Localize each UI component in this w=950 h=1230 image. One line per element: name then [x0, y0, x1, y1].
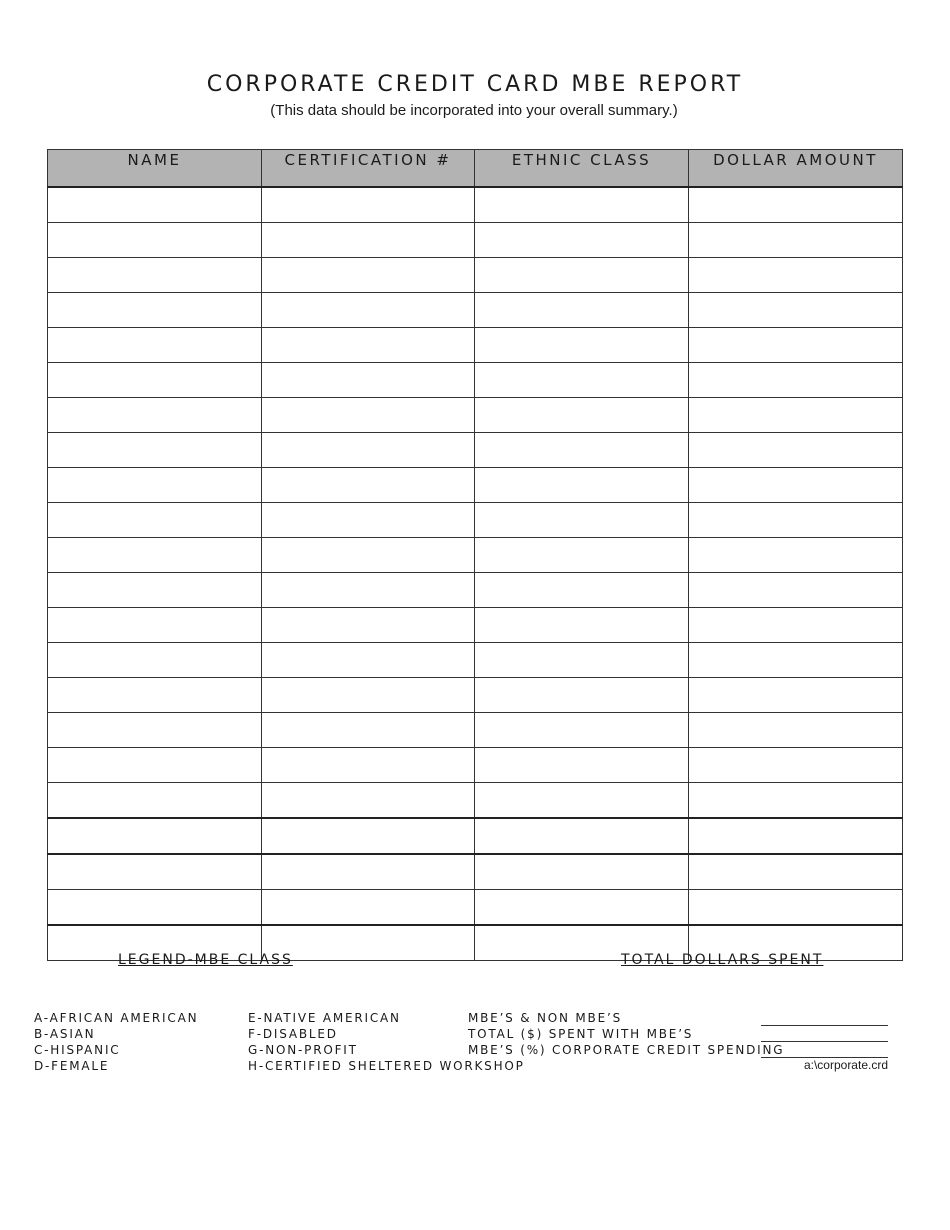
ethnic-class-cell[interactable] [475, 678, 689, 713]
table-row [48, 818, 903, 854]
legend-item: C-HISPANIC [34, 1043, 121, 1057]
certification-cell[interactable] [262, 925, 475, 961]
certification-cell[interactable] [262, 818, 475, 854]
table-body [48, 187, 903, 961]
ethnic-class-cell[interactable] [475, 433, 689, 468]
ethnic-class-cell[interactable] [475, 713, 689, 748]
table-row [48, 678, 903, 713]
table-row [48, 538, 903, 573]
name-cell[interactable] [48, 573, 262, 608]
certification-cell[interactable] [262, 678, 475, 713]
dollar-amount-cell[interactable] [689, 468, 903, 503]
dollar-amount-cell[interactable] [689, 854, 903, 890]
mbe-spend-fill-line[interactable] [761, 1041, 888, 1042]
ethnic-class-cell[interactable] [475, 223, 689, 258]
dollar-amount-cell[interactable] [689, 293, 903, 328]
ethnic-class-cell[interactable] [475, 503, 689, 538]
certification-cell[interactable] [262, 890, 475, 926]
certification-cell[interactable] [262, 363, 475, 398]
table-row [48, 328, 903, 363]
ethnic-class-cell[interactable] [475, 854, 689, 890]
dollar-amount-cell[interactable] [689, 433, 903, 468]
ethnic-class-cell[interactable] [475, 328, 689, 363]
ethnic-class-cell[interactable] [475, 468, 689, 503]
name-cell[interactable] [48, 643, 262, 678]
certification-cell[interactable] [262, 187, 475, 223]
legend-item: F-DISABLED [248, 1027, 338, 1041]
dollar-amount-cell[interactable] [689, 258, 903, 293]
table-row [48, 713, 903, 748]
table-row [48, 854, 903, 890]
name-cell[interactable] [48, 538, 262, 573]
dollar-amount-cell[interactable] [689, 503, 903, 538]
legend-item: D-FEMALE [34, 1059, 110, 1073]
ethnic-class-cell[interactable] [475, 363, 689, 398]
column-header-certification: CERTIFICATION # [262, 150, 475, 188]
name-cell[interactable] [48, 328, 262, 363]
ethnic-class-cell[interactable] [475, 818, 689, 854]
name-cell[interactable] [48, 748, 262, 783]
name-cell[interactable] [48, 433, 262, 468]
table-row [48, 363, 903, 398]
dollar-amount-cell[interactable] [689, 187, 903, 223]
table-row [48, 223, 903, 258]
name-cell[interactable] [48, 258, 262, 293]
mbe-table [47, 149, 903, 961]
total-dollars-heading: TOTAL DOLLARS SPENT [621, 952, 824, 968]
ethnic-class-cell[interactable] [475, 398, 689, 433]
dollar-amount-cell[interactable] [689, 398, 903, 433]
ethnic-class-cell[interactable] [475, 258, 689, 293]
column-header-dollar-amount: DOLLAR AMOUNT [689, 150, 903, 188]
table-header-row [48, 150, 903, 188]
all-spend-fill-line[interactable] [761, 1025, 888, 1026]
table-row [48, 293, 903, 328]
column-header-ethnic-class: ETHNIC CLASS [475, 150, 689, 188]
certification-cell[interactable] [262, 573, 475, 608]
dollar-amount-cell[interactable] [689, 223, 903, 258]
dollar-amount-cell[interactable] [689, 643, 903, 678]
certification-cell[interactable] [262, 713, 475, 748]
dollar-amount-cell[interactable] [689, 573, 903, 608]
certification-cell[interactable] [262, 223, 475, 258]
certification-cell[interactable] [262, 783, 475, 819]
name-cell[interactable] [48, 223, 262, 258]
legend-item: A-AFRICAN AMERICAN [34, 1011, 199, 1025]
name-cell[interactable] [48, 468, 262, 503]
ethnic-class-cell[interactable] [475, 608, 689, 643]
dollar-amount-cell[interactable] [689, 783, 903, 819]
certification-cell[interactable] [262, 854, 475, 890]
name-cell[interactable] [48, 890, 262, 926]
totals-labels [468, 1010, 784, 1058]
name-cell[interactable] [48, 854, 262, 890]
dollar-amount-cell[interactable] [689, 678, 903, 713]
name-cell[interactable] [48, 503, 262, 538]
name-cell[interactable] [48, 293, 262, 328]
totals-label-all-spend: MBE’S & NON MBE’S [468, 1011, 622, 1025]
dollar-amount-cell[interactable] [689, 363, 903, 398]
table-row [48, 398, 903, 433]
ethnic-class-cell[interactable] [475, 293, 689, 328]
file-reference: a:\corporate.crd [803, 1058, 888, 1072]
dollar-amount-cell[interactable] [689, 748, 903, 783]
certification-cell[interactable] [262, 328, 475, 363]
name-cell[interactable] [48, 713, 262, 748]
totals-label-mbe-spend: TOTAL ($) SPENT WITH MBE’S [468, 1027, 694, 1041]
ethnic-class-cell[interactable] [475, 538, 689, 573]
table-row [48, 608, 903, 643]
table-row [48, 573, 903, 608]
ethnic-class-cell[interactable] [475, 748, 689, 783]
name-cell[interactable] [48, 608, 262, 643]
legend-column-1 [34, 1010, 198, 1074]
name-cell[interactable] [48, 187, 262, 223]
name-cell[interactable] [48, 678, 262, 713]
certification-cell[interactable] [262, 748, 475, 783]
table-row [48, 643, 903, 678]
name-cell[interactable] [48, 783, 262, 819]
dollar-amount-cell[interactable] [689, 538, 903, 573]
report-title: CORPORATE CREDIT CARD MBE REPORT [206, 72, 744, 97]
ethnic-class-cell[interactable] [475, 187, 689, 223]
report-subtitle: (This data should be incorporated into your overall summary.) [270, 102, 678, 119]
certification-cell[interactable] [262, 468, 475, 503]
ethnic-class-cell[interactable] [475, 890, 689, 926]
certification-cell[interactable] [262, 538, 475, 573]
certification-cell[interactable] [262, 398, 475, 433]
table-row [48, 890, 903, 926]
certification-cell[interactable] [262, 643, 475, 678]
dollar-amount-cell[interactable] [689, 818, 903, 854]
table-row [48, 433, 903, 468]
legend-item: H-CERTIFIED SHELTERED WORKSHOP [248, 1059, 525, 1073]
table-row [48, 187, 903, 223]
name-cell[interactable] [48, 363, 262, 398]
name-cell[interactable] [48, 398, 262, 433]
dollar-amount-cell[interactable] [689, 890, 903, 926]
legend-item: G-NON-PROFIT [248, 1043, 358, 1057]
table-row [48, 468, 903, 503]
ethnic-class-cell[interactable] [475, 783, 689, 819]
column-header-name: NAME [48, 150, 262, 188]
table-row [48, 748, 903, 783]
legend-heading: LEGEND-MBE CLASS [118, 952, 293, 968]
ethnic-class-cell[interactable] [475, 573, 689, 608]
dollar-amount-cell[interactable] [689, 328, 903, 363]
legend-item: B-ASIAN [34, 1027, 96, 1041]
table-row [48, 258, 903, 293]
certification-cell[interactable] [262, 608, 475, 643]
table-row [48, 503, 903, 538]
certification-cell[interactable] [262, 258, 475, 293]
ethnic-class-cell[interactable] [475, 643, 689, 678]
certification-cell[interactable] [262, 293, 475, 328]
dollar-amount-cell[interactable] [689, 713, 903, 748]
certification-cell[interactable] [262, 503, 475, 538]
totals-label-mbe-percent: MBE’S (%) CORPORATE CREDIT SPENDING [468, 1043, 785, 1057]
table-row [48, 783, 903, 819]
dollar-amount-cell[interactable] [689, 608, 903, 643]
name-cell[interactable] [48, 818, 262, 854]
certification-cell[interactable] [262, 433, 475, 468]
legend-item: E-NATIVE AMERICAN [248, 1011, 401, 1025]
